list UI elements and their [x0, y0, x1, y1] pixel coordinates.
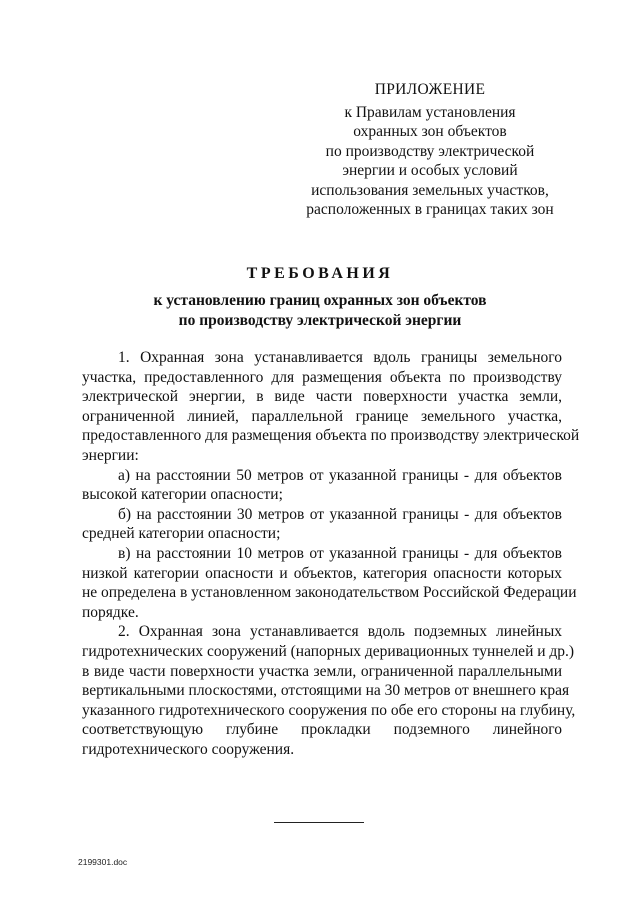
text-line: указанного гидротехнического сооружения по обе его стороны на глубину,	[82, 701, 576, 719]
document-body	[82, 348, 580, 759]
text-line: 2. Охранная зона устанавливается вдоль подземных линейных	[118, 623, 562, 641]
paragraph-1a	[82, 466, 562, 505]
footer-file-name: 2199301.doc	[78, 857, 128, 867]
text-line: ограниченной линией, параллельной границе земельного участка,	[82, 407, 562, 425]
text-line: б) на расстоянии 30 метров от указанной границы - для объектов	[118, 505, 562, 523]
separator-line	[274, 822, 364, 823]
text-line: гидротехнических сооружений (напорных деривационных туннелей и др.)	[82, 642, 575, 660]
appendix-line: по производству электрической	[325, 142, 535, 160]
text-line: низкой категории опасности и объектов, категория опасности которых	[82, 564, 562, 582]
text-line: не определена в установленном законодательством Российской Федерации	[82, 584, 577, 602]
text-line: в виде части поверхности участка земли, ограниченной параллельными	[82, 662, 562, 680]
text-line: 1. Охранная зона устанавливается вдоль границы земельного	[118, 349, 562, 366]
text-line: соответствующую глубине прокладки подземного линейного	[82, 721, 562, 739]
appendix-line: к Правилам установления	[344, 103, 516, 121]
text-line: вертикальными плоскостями, отстоящими на 30 метров от внешнего края	[82, 682, 570, 700]
text-line: порядке.	[82, 603, 139, 621]
appendix-line: использования земельных участков,	[311, 181, 549, 199]
text-line: средней категории опасности;	[82, 525, 281, 543]
paragraph-1c	[82, 544, 577, 622]
appendix-line: охранных зон объектов	[353, 123, 507, 140]
document-title: ТРЕБОВАНИЯ	[246, 265, 394, 282]
text-line: высокой категории опасности;	[82, 486, 283, 504]
paragraph-1b	[82, 505, 562, 544]
paragraph-2	[82, 622, 576, 759]
document-heading	[60, 265, 580, 331]
text-line: предоставленного для размещения объекта по производству электрической	[82, 427, 580, 445]
appendix-line: расположенных в границах таких зон	[306, 201, 554, 218]
document-subtitle-line: по производству электрической энергии	[178, 312, 462, 329]
appendix-block	[300, 80, 560, 220]
text-line: энергии:	[82, 446, 139, 464]
document-subtitle-line: к установлению границ охранных зон объектов	[153, 292, 487, 309]
appendix-line: энергии и особых условий	[342, 162, 518, 179]
paragraph-1	[82, 348, 580, 466]
text-line: в) на расстоянии 10 метров от указанной границы - для объектов	[118, 544, 562, 562]
appendix-title: ПРИЛОЖЕНИЕ	[374, 81, 486, 98]
text-line: гидротехнического сооружения.	[82, 740, 295, 758]
text-line: участка, предоставленного для размещения объекта по производству	[82, 368, 562, 386]
text-line: а) на расстоянии 50 метров от указанной границы - для объектов	[118, 466, 562, 484]
text-line: электрической энергии, в виде части поверхности участка земли,	[82, 388, 562, 406]
